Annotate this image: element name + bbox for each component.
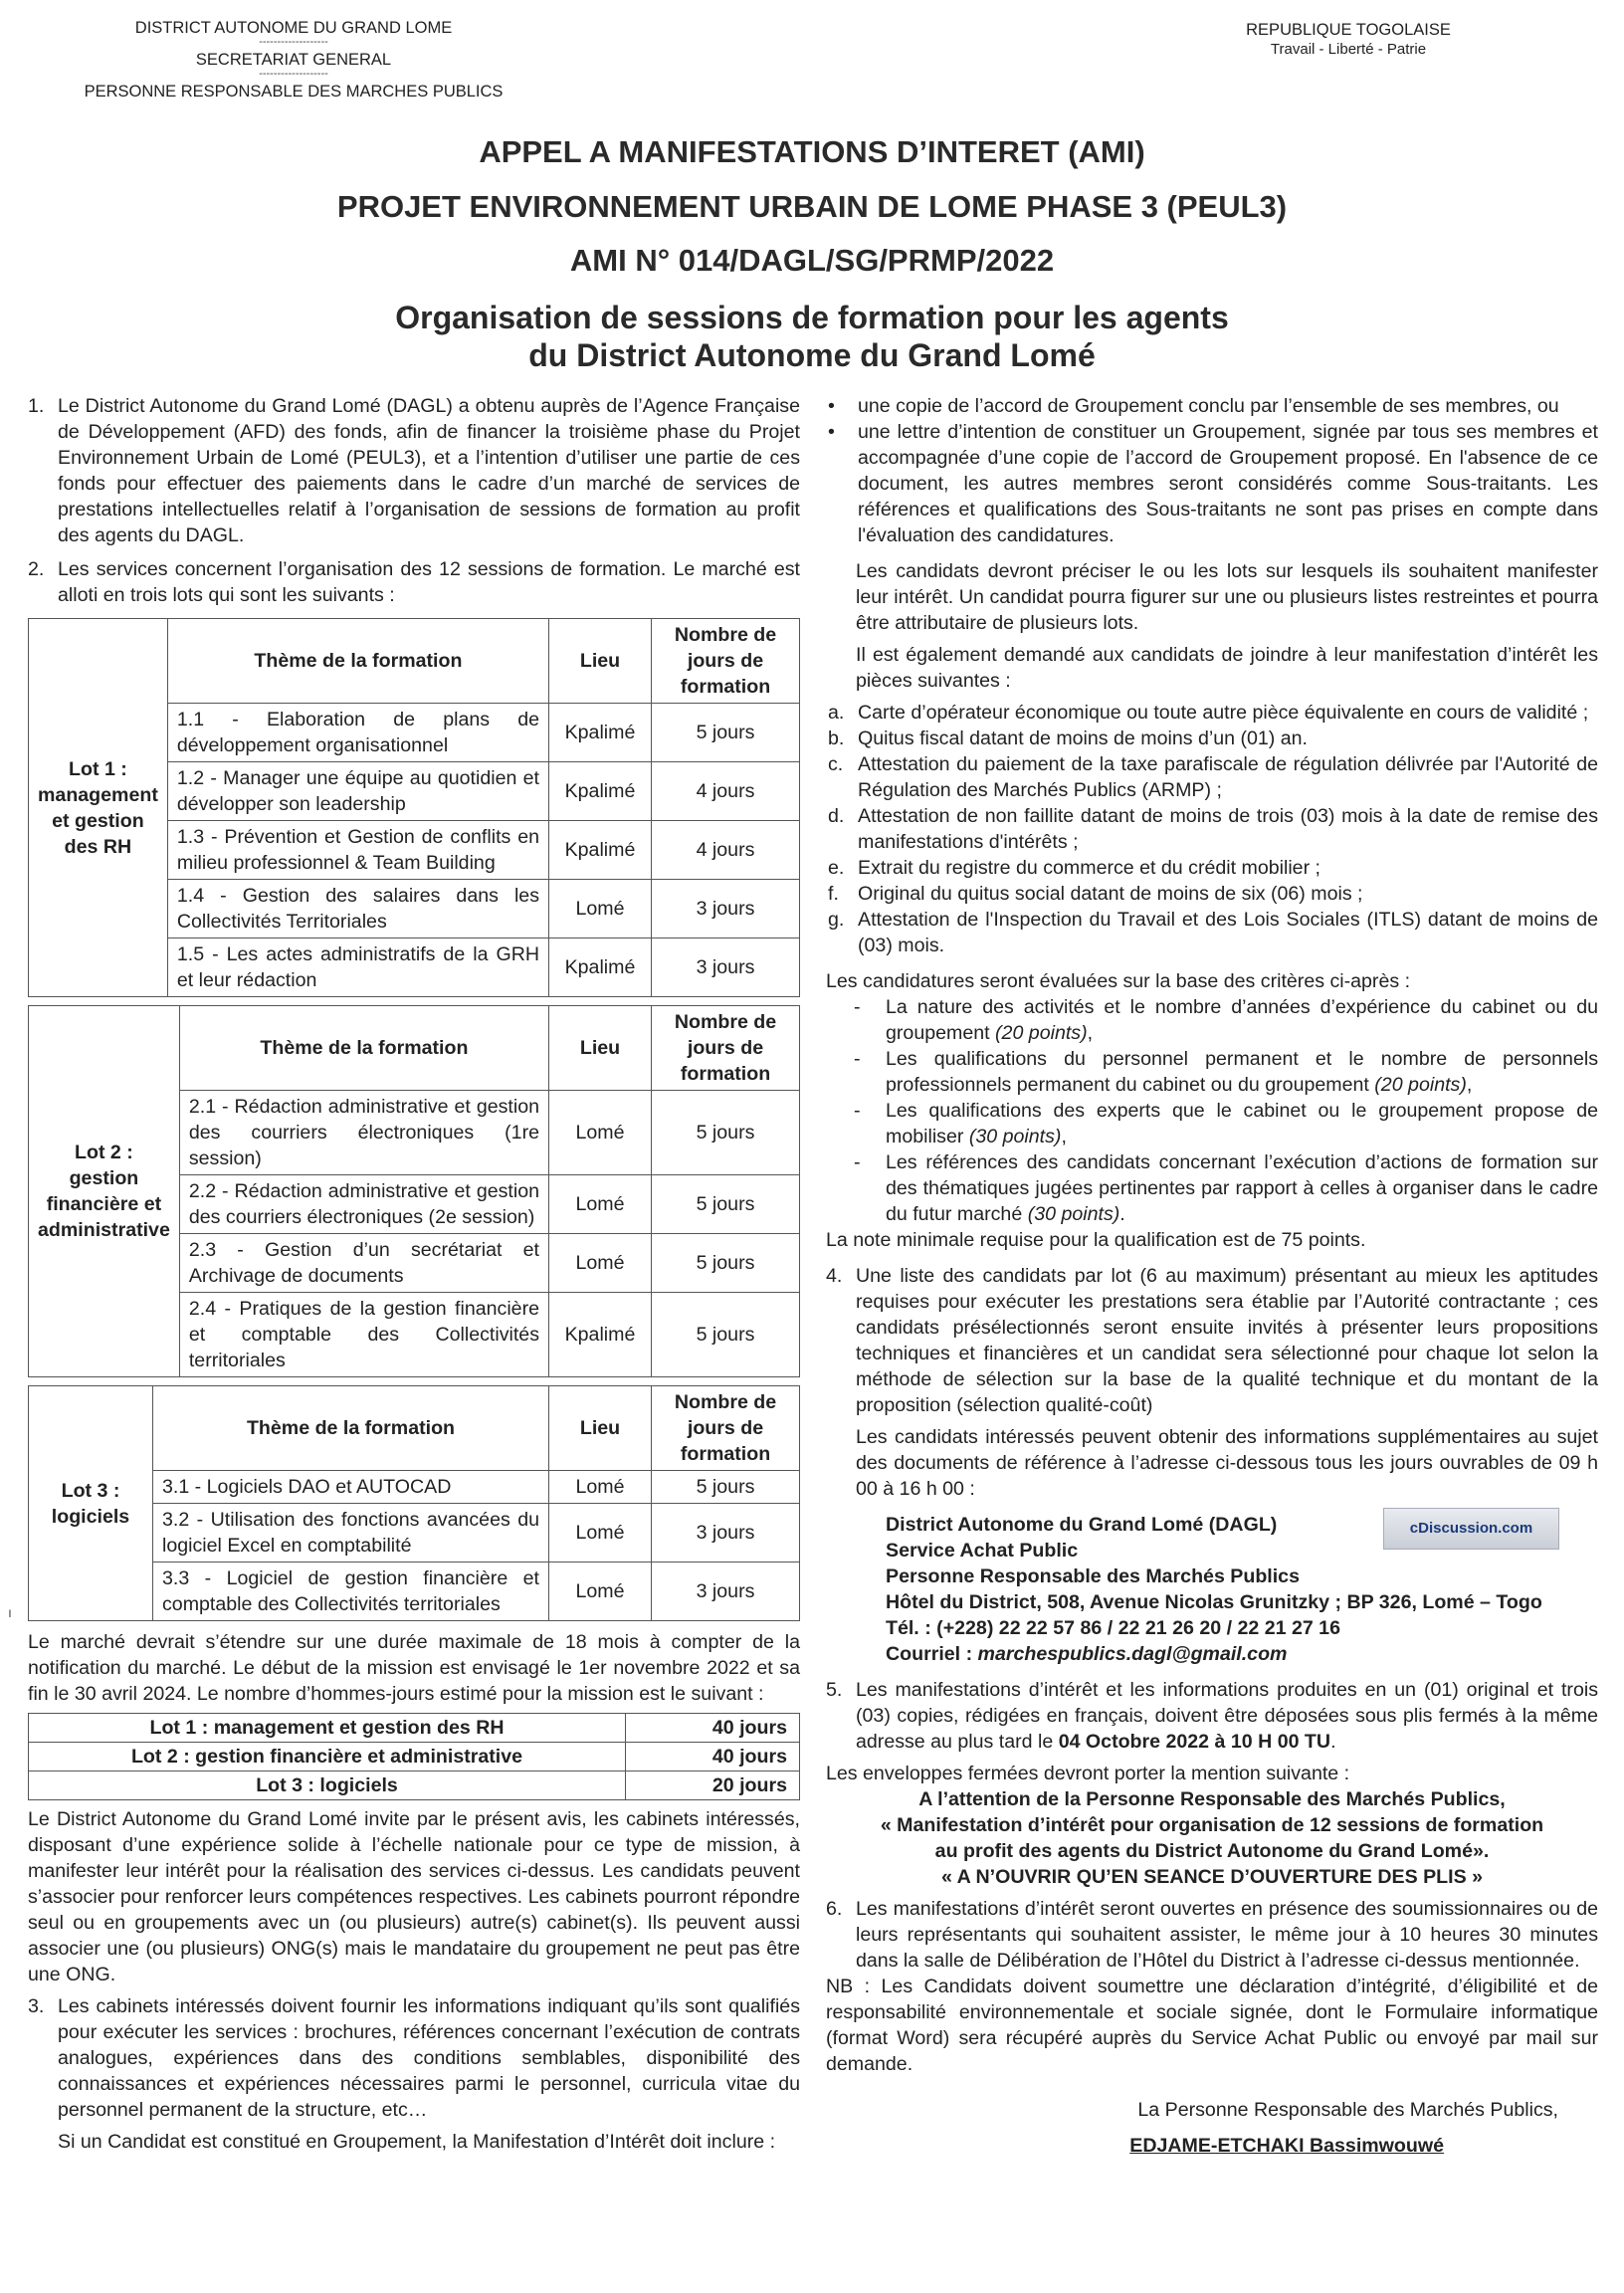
- header-prmp: PERSONNE RESPONSABLE DES MARCHES PUBLICS: [84, 83, 504, 101]
- address-line: Service Achat Public: [886, 1540, 1079, 1562]
- header-separator: -------------------: [259, 68, 328, 80]
- jours-cell: 3 jours: [652, 1563, 800, 1621]
- lot-3-table: [28, 1385, 800, 1621]
- email-link[interactable]: marchespublics.dagl@gmail.com: [977, 1643, 1288, 1665]
- list-item-text: Attestation de non faillite datant de moins de trois (03) mois à la date de remise des manifestations d'intérêts ;: [858, 805, 1598, 853]
- hj-lot: Lot 3 : logiciels: [29, 1772, 626, 1800]
- enveloppes-paragraph: Les enveloppes fermées devront porter la mention suivante :: [826, 1763, 1350, 1784]
- col-jours-header: Nombre de jours de formation: [652, 1006, 800, 1091]
- jours-cell: 4 jours: [652, 762, 800, 821]
- header-district: DISTRICT AUTONOME DU GRAND LOME: [134, 19, 453, 37]
- mention-line: « Manifestation d’intérêt pour organisation de 12 sessions de formation: [880, 1814, 1544, 1836]
- mention-block: [826, 1786, 1598, 1890]
- jours-cell: 5 jours: [652, 704, 800, 762]
- title-ami: APPEL A MANIFESTATIONS D’INTERET (AMI): [479, 134, 1145, 169]
- theme-cell: 1.3 - Prévention et Gestion de conflits en milieu professionnel & Team Building: [167, 821, 548, 880]
- list-item: [826, 700, 1598, 726]
- contact-address: [826, 1512, 1598, 1667]
- right-column: [826, 393, 1598, 2159]
- list-item: - Les qualifications des experts que le cabinet ou le groupement propose de mobiliser (30 points),: [854, 1100, 1598, 1147]
- mention-line: A l’attention de la Personne Responsable des Marchés Publics,: [918, 1788, 1506, 1810]
- lieu-cell: Lomé: [549, 1234, 652, 1293]
- theme-cell: 1.4 - Gestion des salaires dans les Collectivités Territoriales: [167, 880, 548, 938]
- lieu-cell: Kpalimé: [549, 1293, 652, 1377]
- list-marker: a.: [828, 702, 845, 724]
- header-secretariat: SECRETARIAT GENERAL: [195, 51, 392, 69]
- critere-points: (30 points): [1027, 1203, 1120, 1225]
- info-paragraph: Les candidats intéressés peuvent obtenir des informations supplémentaires au sujet des documents de référence à l’adresse ci-dessous tous les jours ouvrables de 09 h 00 à 16 h 00 :: [856, 1426, 1598, 1500]
- criteres-intro: Les candidatures seront évaluées sur la base des critères ci-après :: [826, 970, 1411, 992]
- paragraph-2: [28, 556, 800, 608]
- paragraph-text: Les cabinets intéressés doivent fournir les informations indiquant qu’ils sont qualifiés pour exécuter les services : brochures, références concernant l’exécution de contrats analogues, expériences dans des conditions semblables, disponibilité des connaissances et expériences nécessaires parmi le personnel, curricula vitae du personnel permanent de la structure, etc…: [58, 1995, 800, 2121]
- theme-cell: 1.1 - Elaboration de plans de développement organisationnel: [167, 704, 548, 762]
- margin-mark: ı: [8, 1604, 12, 1620]
- nb-paragraph: NB : Les Candidats doivent soumettre une déclaration d’intégrité, d’éligibilité et de responsabilité environnementale et sociale signée, dont le Formulaire informatique (format Word) sera récupéré auprès du Service Achat Public ou envoyé par mail sur demande.: [826, 1976, 1598, 2075]
- lieu-cell: Lomé: [549, 1563, 652, 1621]
- theme-cell: 1.2 - Manager une équipe au quotidien et développer son leadership: [167, 762, 548, 821]
- paragraph-number: 5.: [826, 1679, 843, 1701]
- jours-cell: 5 jours: [652, 1471, 800, 1504]
- mention-line: « A N’OUVRIR QU’EN SEANCE D’OUVERTURE DES PLIS »: [941, 1866, 1483, 1888]
- theme-cell: 2.3 - Gestion d’un secrétariat et Archivage de documents: [179, 1234, 548, 1293]
- col-theme-header: Thème de la formation: [167, 619, 548, 704]
- jours-cell: 3 jours: [652, 938, 800, 997]
- signature-name: EDJAME-ETCHAKI Bassimwouwé: [1129, 2135, 1444, 2157]
- list-item-text: Quitus fiscal datant de moins de moins d’un (01) an.: [858, 728, 1308, 749]
- table-row: [29, 1772, 800, 1800]
- pieces-intro: Il est également demandé aux candidats de joindre à leur manifestation d’intérêt les pièces suivantes :: [856, 644, 1598, 692]
- criteres-list: [826, 994, 1598, 1227]
- lieu-cell: Kpalimé: [549, 821, 652, 880]
- jours-cell: 3 jours: [652, 1504, 800, 1563]
- critere-points: (20 points): [995, 1022, 1088, 1044]
- theme-cell: 2.1 - Rédaction administrative et gestion des courriers électroniques (1re session): [179, 1091, 548, 1175]
- paragraph-number: 3.: [28, 1995, 45, 2017]
- left-column: [28, 393, 800, 2155]
- list-marker: c.: [828, 753, 844, 775]
- lieu-cell: Lomé: [549, 1471, 652, 1504]
- lieu-cell: Lomé: [549, 1504, 652, 1563]
- hj-lot: Lot 2 : gestion financière et administrative: [29, 1743, 626, 1772]
- list-marker: g.: [828, 909, 845, 931]
- lot-name: Lot 2 : gestion financière et administrative: [29, 1006, 180, 1377]
- hj-jours: 40 jours: [626, 1743, 800, 1772]
- address-email: Courriel : marchespublics.dagl@gmail.com: [886, 1643, 1288, 1665]
- table-row: [29, 1714, 800, 1743]
- table-row: [29, 1743, 800, 1772]
- list-marker: b.: [828, 728, 845, 749]
- theme-cell: 3.2 - Utilisation des fonctions avancées du logiciel Excel en comptabilité: [153, 1504, 549, 1563]
- header-separator: -------------------: [259, 36, 328, 48]
- duree-paragraph: Le marché devrait s’étendre sur une durée maximale de 18 mois à compter de la notification du marché. Le début de la mission est envisagé le 1er novembre 2022 et sa fin le 30 avril 2024. Le nombre d’hommes-jours estimé pour la mission est le suivant :: [28, 1631, 800, 1705]
- address-line: District Autonome du Grand Lomé (DAGL): [886, 1514, 1278, 1536]
- lot-name: Lot 1 : management et gestion des RH: [29, 619, 168, 997]
- title-subject: [0, 299, 1624, 374]
- paragraph-text: Les services concernent l’organisation des 12 sessions de formation. Le marché est alloti en trois lots qui sont les suivants :: [58, 558, 800, 606]
- critere-text: Les références des candidats concernant l’exécution d’actions de formation sur des thématiques jugées pertinentes par rapport à celles à organiser dans le cadre du futur marché: [886, 1151, 1598, 1225]
- hj-lot: Lot 1 : management et gestion des RH: [29, 1714, 626, 1743]
- hj-jours: 40 jours: [626, 1714, 800, 1743]
- critere-text: Les qualifications du personnel permanent et le nombre de personnels professionnels permanent du cabinet ou du groupement: [886, 1048, 1598, 1096]
- col-theme-header: Thème de la formation: [179, 1006, 548, 1091]
- critere-text: Les qualifications des experts que le cabinet ou le groupement propose de mobiliser: [886, 1100, 1598, 1147]
- paragraph-number: 1.: [28, 395, 45, 417]
- list-item: - La nature des activités et le nombre d’années d’expérience du cabinet ou du groupement (20 points),: [854, 996, 1598, 1044]
- hj-jours: 20 jours: [626, 1772, 800, 1800]
- pieces-list: [826, 700, 1598, 958]
- paragraph-text: Les manifestations d’intérêt et les informations produites en un (01) original et trois (03) copies, rédigées en français, doivent être déposées sous plis fermés à la même adresse au plus tard le: [856, 1679, 1598, 1753]
- list-item: [826, 803, 1598, 855]
- lieu-cell: Lomé: [549, 1175, 652, 1234]
- jours-cell: 5 jours: [652, 1293, 800, 1377]
- theme-cell: 3.3 - Logiciel de gestion financière et comptable des Collectivités territoriales: [153, 1563, 549, 1621]
- paragraph-number: 6.: [826, 1898, 843, 1920]
- paragraph-5: 5. Les manifestations d’intérêt et les informations produites en un (01) original et trois (03) copies, rédigées en français, doivent être déposées sous plis fermés à la même adresse au plus tard le 04 Octobre 2022 à 10 H 00 TU.: [826, 1679, 1598, 1753]
- theme-cell: 2.4 - Pratiques de la gestion financière et comptable des Collectivités territoriales: [179, 1293, 548, 1377]
- lot-1-table: [28, 618, 800, 997]
- list-item-text: Extrait du registre du commerce et du crédit mobilier ;: [858, 857, 1320, 879]
- header-motto: Travail - Liberté - Patrie: [1270, 41, 1427, 58]
- list-item: [826, 881, 1598, 907]
- groupement-paragraph: Si un Candidat est constitué en Groupement, la Manifestation d’Intérêt doit inclure :: [58, 2131, 776, 2153]
- title-ami-number: AMI N° 014/DAGL/SG/PRMP/2022: [569, 243, 1055, 278]
- list-item: • une lettre d’intention de constituer un Groupement, signée par tous ses membres et accompagnée d’une copie de l’accord de Groupement proposé. En l'absence de ce document, les autres membres seront considérés comme Sous-traitants. Les références et qualifications des Sous-traitants ne sont pas prises en compte dans l'évaluation des candidatures.: [828, 421, 1598, 546]
- paragraph-1: [28, 393, 800, 548]
- jours-cell: 4 jours: [652, 821, 800, 880]
- list-marker: d.: [828, 805, 845, 827]
- list-item: - Les qualifications du personnel permanent et le nombre de personnels professionnels permanent du cabinet ou du groupement (20 points),: [854, 1048, 1598, 1096]
- col-lieu-header: Lieu: [549, 619, 652, 704]
- lieu-cell: Kpalimé: [549, 704, 652, 762]
- watermark-logo: cDiscussion.com: [1383, 1508, 1559, 1550]
- list-item-text: Carte d’opérateur économique ou toute autre pièce équivalente en cours de validité ;: [858, 702, 1589, 724]
- title-subject-line1: Organisation de sessions de formation pour les agents: [395, 300, 1229, 335]
- address-line: Tél. : (+228) 22 22 57 86 / 22 21 26 20 / 22 21 27 16: [886, 1617, 1340, 1639]
- list-marker: e.: [828, 857, 845, 879]
- critere-points: (20 points): [1374, 1074, 1467, 1096]
- col-jours-header: Nombre de jours de formation: [652, 619, 800, 704]
- critere-text: La nature des activités et le nombre d’années d’expérience du cabinet ou du groupement: [886, 996, 1598, 1044]
- lieu-cell: Kpalimé: [549, 938, 652, 997]
- list-item: [826, 855, 1598, 881]
- theme-cell: 3.1 - Logiciels DAO et AUTOCAD: [153, 1471, 549, 1504]
- list-item: [826, 907, 1598, 958]
- paragraph-number: 4.: [826, 1265, 843, 1287]
- list-item: [826, 751, 1598, 803]
- paragraph-4: [826, 1263, 1598, 1418]
- jours-cell: 5 jours: [652, 1234, 800, 1293]
- signature-title: La Personne Responsable des Marchés Publics,: [1137, 2099, 1558, 2121]
- paragraph-number: 2.: [28, 558, 45, 580]
- theme-cell: 2.2 - Rédaction administrative et gestion des courriers électroniques (2e session): [179, 1175, 548, 1234]
- list-item-text: Original du quitus social datant de moins de six (06) mois ;: [858, 883, 1363, 905]
- jours-cell: 5 jours: [652, 1175, 800, 1234]
- jours-cell: 3 jours: [652, 880, 800, 938]
- lots-paragraph: Les candidats devront préciser le ou les lots sur lesquels ils souhaitent manifester leur intérêt. Un candidat pourra figurer sur une ou plusieurs listes restreintes et pourra être attributaire de plusieurs lots.: [856, 560, 1598, 634]
- col-theme-header: Thème de la formation: [153, 1386, 549, 1471]
- invite-paragraph: Le District Autonome du Grand Lomé invite par le présent avis, les cabinets intéressés, disposant d’une expérience solide à l’échelle nationale pour ce type de mission, à manifester leur intérêt pour la réalisation des services ci-dessus. Les candidats peuvent s’associer pour renforcer leurs compétences respectives. Les cabinets pourront répondre seul ou en groupements avec un (ou plusieurs) autre(s) cabinet(s). Ils peuvent aussi associer une (ou plusieurs) ONG(s) mais le mandataire du groupement ne peut pas être une ONG.: [28, 1808, 800, 1985]
- paragraph-text: Une liste des candidats par lot (6 au maximum) présentant au mieux les aptitudes requises pour exécuter les prestations sera établie par l’Autorité contractante ; ces candidats présélectionnés seront ensuite invités à présenter leurs propositions techniques et financières et un candidat sera sélectionné pour chaque lot selon la méthode de sélection sur la base de la qualité technique et du montant de la proposition (sélection qualité-coût): [856, 1265, 1598, 1416]
- paragraph-text: Le District Autonome du Grand Lomé (DAGL) a obtenu auprès de l’Agence Française de Développement (AFD) des fonds, afin de financer la troisième phase du Projet Environnement Urbain de Lomé (PEUL3), et a l’intention d’utiliser une partie de ces fonds pour effectuer des paiements dans le cadre d’un marché de services de prestations intellectuelles relatif à l’organisation de sessions de formation au profit des agents du DAGL.: [58, 395, 800, 546]
- col-lieu-header: Lieu: [549, 1006, 652, 1091]
- lieu-cell: Lomé: [549, 880, 652, 938]
- address-line: Personne Responsable des Marchés Publics: [886, 1565, 1300, 1587]
- signature-block: [826, 2133, 1598, 2159]
- theme-cell: 1.5 - Les actes administratifs de la GRH et leur rédaction: [167, 938, 548, 997]
- col-lieu-header: Lieu: [549, 1386, 652, 1471]
- list-item-text: Attestation de l'Inspection du Travail et des Lois Sociales (ITLS) datant de moins de (03) mois.: [858, 909, 1598, 956]
- list-item-text: une copie de l’accord de Groupement conclu par l’ensemble de ses membres, ou: [858, 395, 1559, 417]
- title-subject-line2: du District Autonome du Grand Lomé: [528, 337, 1096, 373]
- paragraph-6: [826, 1896, 1598, 1974]
- list-marker: f.: [828, 883, 839, 905]
- paragraph-text: Les manifestations d’intérêt seront ouvertes en présence des soumissionnaires ou de leurs représentants qui souhaitent assister, le même jour à 10 heures 30 minutes dans la salle de Délibération de l’Hôtel du District à l’adresse ci-dessus mentionnée.: [856, 1898, 1598, 1972]
- mention-line: au profit des agents du District Autonome du Grand Lomé».: [934, 1840, 1490, 1862]
- note-minimale: La note minimale requise pour la qualification est de 75 points.: [826, 1229, 1366, 1251]
- lieu-cell: Kpalimé: [549, 762, 652, 821]
- jours-cell: 5 jours: [652, 1091, 800, 1175]
- header-republic: REPUBLIQUE TOGOLAISE: [1246, 21, 1451, 39]
- address-line: Hôtel du District, 508, Avenue Nicolas Grunitzky ; BP 326, Lomé – Togo: [886, 1591, 1542, 1613]
- col-jours-header: Nombre de jours de formation: [652, 1386, 800, 1471]
- paragraph-3: [28, 1993, 800, 2123]
- groupement-list: [826, 393, 1598, 548]
- hommes-jours-table: [28, 1713, 800, 1800]
- lot-name: Lot 3 : logiciels: [29, 1386, 153, 1621]
- list-item: [826, 726, 1598, 751]
- header-left: [60, 20, 527, 101]
- lieu-cell: Lomé: [549, 1091, 652, 1175]
- lot-2-table: [28, 1005, 800, 1377]
- deadline-date: 04 Octobre 2022 à 10 H 00 TU: [1058, 1731, 1331, 1753]
- critere-points: (30 points): [968, 1126, 1062, 1147]
- list-item: • une copie de l’accord de Groupement conclu par l’ensemble de ses membres, ou: [826, 393, 1598, 419]
- list-item-text: Attestation du paiement de la taxe parafiscale de régulation délivrée par l'Autorité de Régulation des Marchés Publics (ARMP) ;: [858, 753, 1598, 801]
- header-right: [1184, 20, 1513, 60]
- list-item-text: une lettre d’intention de constituer un Groupement, signée par tous ses membres et accompagnée d’une copie de l’accord de Groupement proposé. En l'absence de ce document, les autres membres seront considérés comme Sous-traitants. Les références et qualifications des Sous-traitants ne sont pas prises en compte dans l'évaluation des candidatures.: [858, 421, 1598, 546]
- title-project: PROJET ENVIRONNEMENT URBAIN DE LOME PHASE 3 (PEUL3): [336, 189, 1288, 224]
- list-item: - Les références des candidats concernant l’exécution d’actions de formation sur des thématiques jugées pertinentes par rapport à celles à organiser dans le cadre du futur marché (30 points).: [854, 1151, 1598, 1225]
